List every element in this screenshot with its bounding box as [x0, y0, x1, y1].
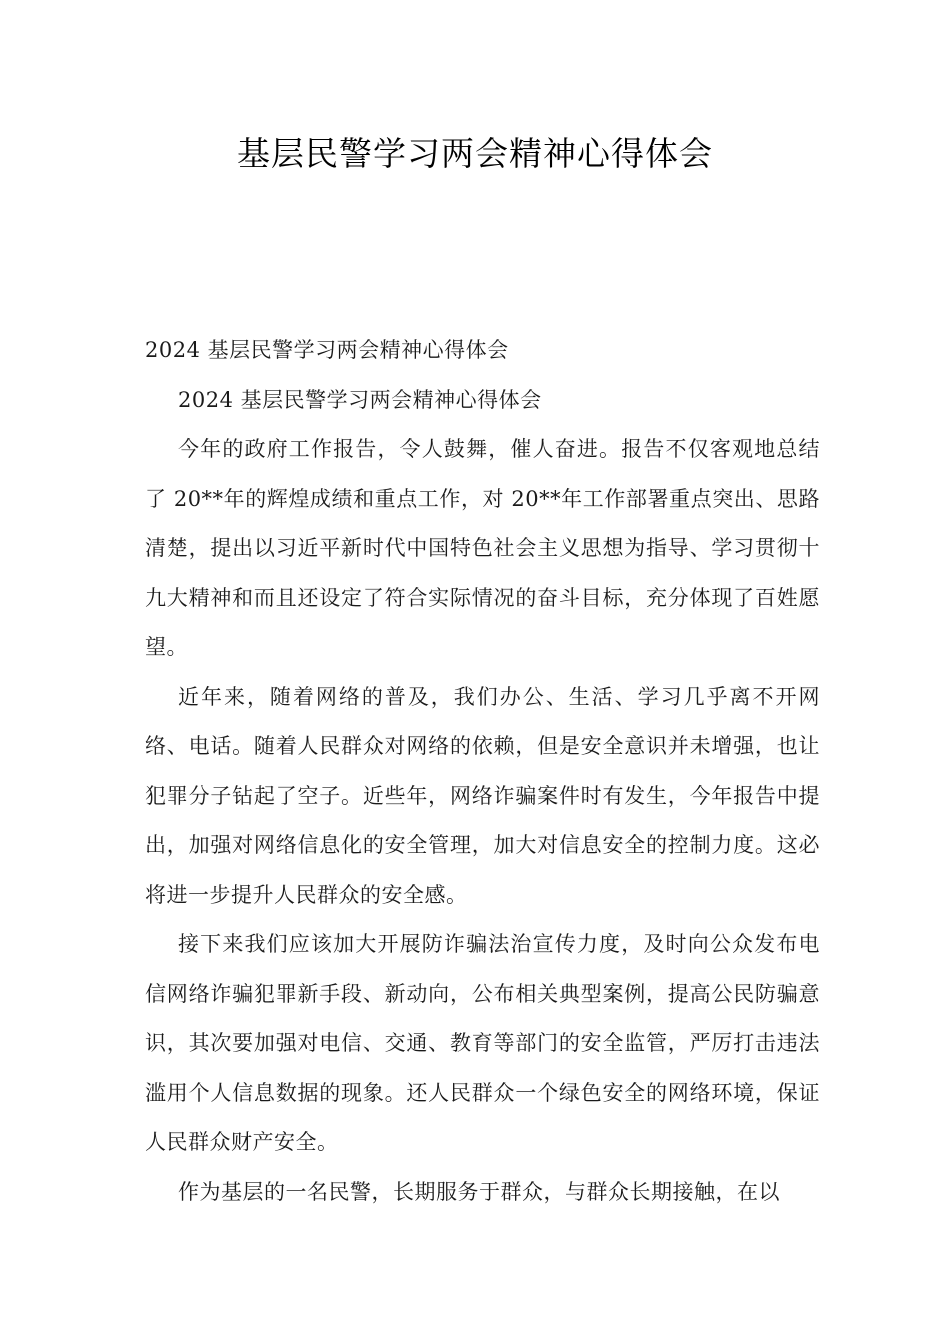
paragraph-grassroots: 作为基层的一名民警，长期服务于群众，与群众长期接触，在以: [178, 1179, 780, 1204]
document-title: 基层民警学习两会精神心得体会: [237, 134, 713, 173]
subtitle-line: 2024 基层民警学习两会精神心得体会: [145, 338, 509, 362]
paragraph-report: 今年的政府工作报告，令人鼓舞，催人奋进。报告不仅客观地总结了 20**年的辉煌成绩和重点工作，对 20**年工作部署重点突出、思路清楚，提出以习近平新时代中国特色社会主义思想为指导、学习贯彻十九大精神和而且还设定了符合实际情况的奋斗目标，充分体现了百姓愿望。: [145, 437, 820, 659]
paragraph-anti-fraud: 接下来我们应该加大开展防诈骗法治宣传力度，及时向公众发布电信网络诈骗犯罪新手段、新动向，公布相关典型案例，提高公民防骗意识，其次要加强对电信、交通、教育等部门的安全监管，严厉打击违法滥用个人信息数据的现象。还人民群众一个绿色安全的网络环境，保证人民群众财产安全。: [145, 932, 820, 1154]
paragraph-network: 近年来，随着网络的普及，我们办公、生活、学习几乎离不开网络、电话。随着人民群众对网络的依赖，但是安全意识并未增强，也让犯罪分子钻起了空子。近些年，网络诈骗案件时有发生，今年报告中提出，加强对网络信息化的安全管理，加大对信息安全的控制力度。这必将进一步提升人民群众的安全感。: [145, 684, 820, 907]
document-body: [145, 326, 820, 1217]
subtitle-line-indented: 2024 基层民警学习两会精神心得体会: [178, 387, 542, 412]
